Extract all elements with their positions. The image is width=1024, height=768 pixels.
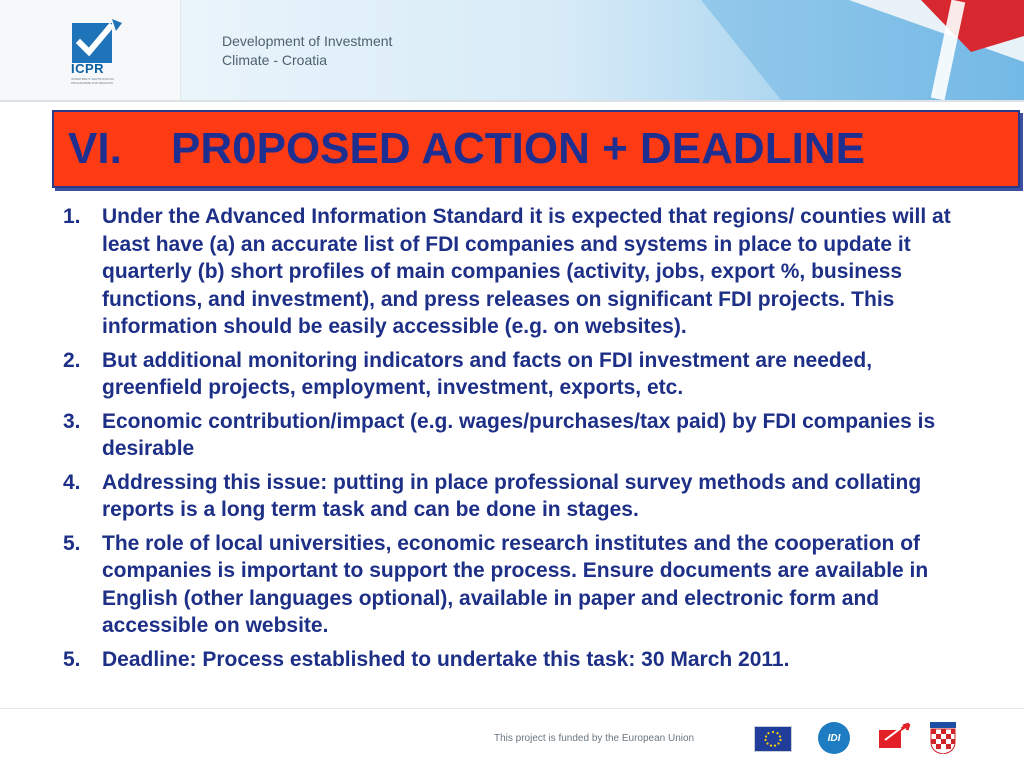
list-item [63, 203, 968, 341]
list-item-text: Deadline: Process established to undertake this task: 30 March 2011. [102, 647, 790, 671]
footer-divider [0, 708, 1024, 709]
list-item-text: Addressing this issue: putting in place professional survey methods and collating reports is a long term task and can be done in stages. [102, 470, 922, 521]
title-number: VI. [68, 124, 122, 173]
list-item [63, 469, 968, 524]
header-banner [181, 0, 1024, 100]
list-item-number: 5. [63, 531, 81, 555]
list-item-number: 4. [63, 470, 81, 494]
action-list [63, 203, 968, 679]
logo-subtext: INVESTMENT CERTIFICATION PROGRAMME FOR REGIONS [71, 77, 114, 85]
list-item-number: 3. [63, 409, 81, 433]
list-item-text: The role of local universities, economic research institutes and the cooperation of companies is important to support the process. Ensure documents are available in English (other languages optional), available in paper and electronic form and accessible on website. [102, 531, 929, 637]
idi-logo-icon: IDI [818, 722, 850, 754]
list-item-number: 5. [63, 647, 81, 671]
eu-stars-icon [755, 727, 791, 751]
page-title: PR0POSED ACTION + DEADLINE [171, 124, 865, 173]
list-item-text: But additional monitoring indicators and facts on FDI investment are needed, greenfield projects, employment, investment, exports, etc. [102, 348, 873, 399]
icpr-logo [0, 0, 181, 100]
banner-graphic [181, 0, 1024, 100]
list-item-number: 1. [63, 205, 81, 228]
list-item [63, 408, 968, 463]
list-item-text: Economic contribution/impact (e.g. wages/purchases/tax paid) by FDI companies is desirable [102, 409, 936, 460]
header-divider [0, 100, 1024, 102]
list-item-deadline [63, 646, 968, 674]
header [0, 0, 1024, 100]
title-box [52, 110, 1020, 188]
list-item-number: 2. [63, 348, 81, 372]
funding-notice: This project is funded by the European Union [494, 733, 695, 744]
icpr-check-logo [72, 17, 124, 65]
red-arrow-logo-icon [877, 722, 911, 750]
list-item-text: Under the Advanced Information Standard it is expected that regions/ counties will at least have (a) an accurate list of FDI companies and systems in place to update it quarterly (b) short profiles of main companies (activity, jobs, export %, business functions, and investment), and press releases on significant FDI projects. This information should be easily accessible (e.g. on websites). [102, 205, 951, 338]
banner-title-line1: Development of Investment [222, 33, 393, 49]
croatia-coat-of-arms-icon [930, 722, 956, 754]
banner-title-line2: Climate - Croatia [222, 52, 328, 68]
eu-flag-icon [754, 726, 792, 752]
list-item [63, 347, 968, 402]
list-item [63, 530, 968, 640]
logo-text: ICPR [71, 61, 105, 76]
